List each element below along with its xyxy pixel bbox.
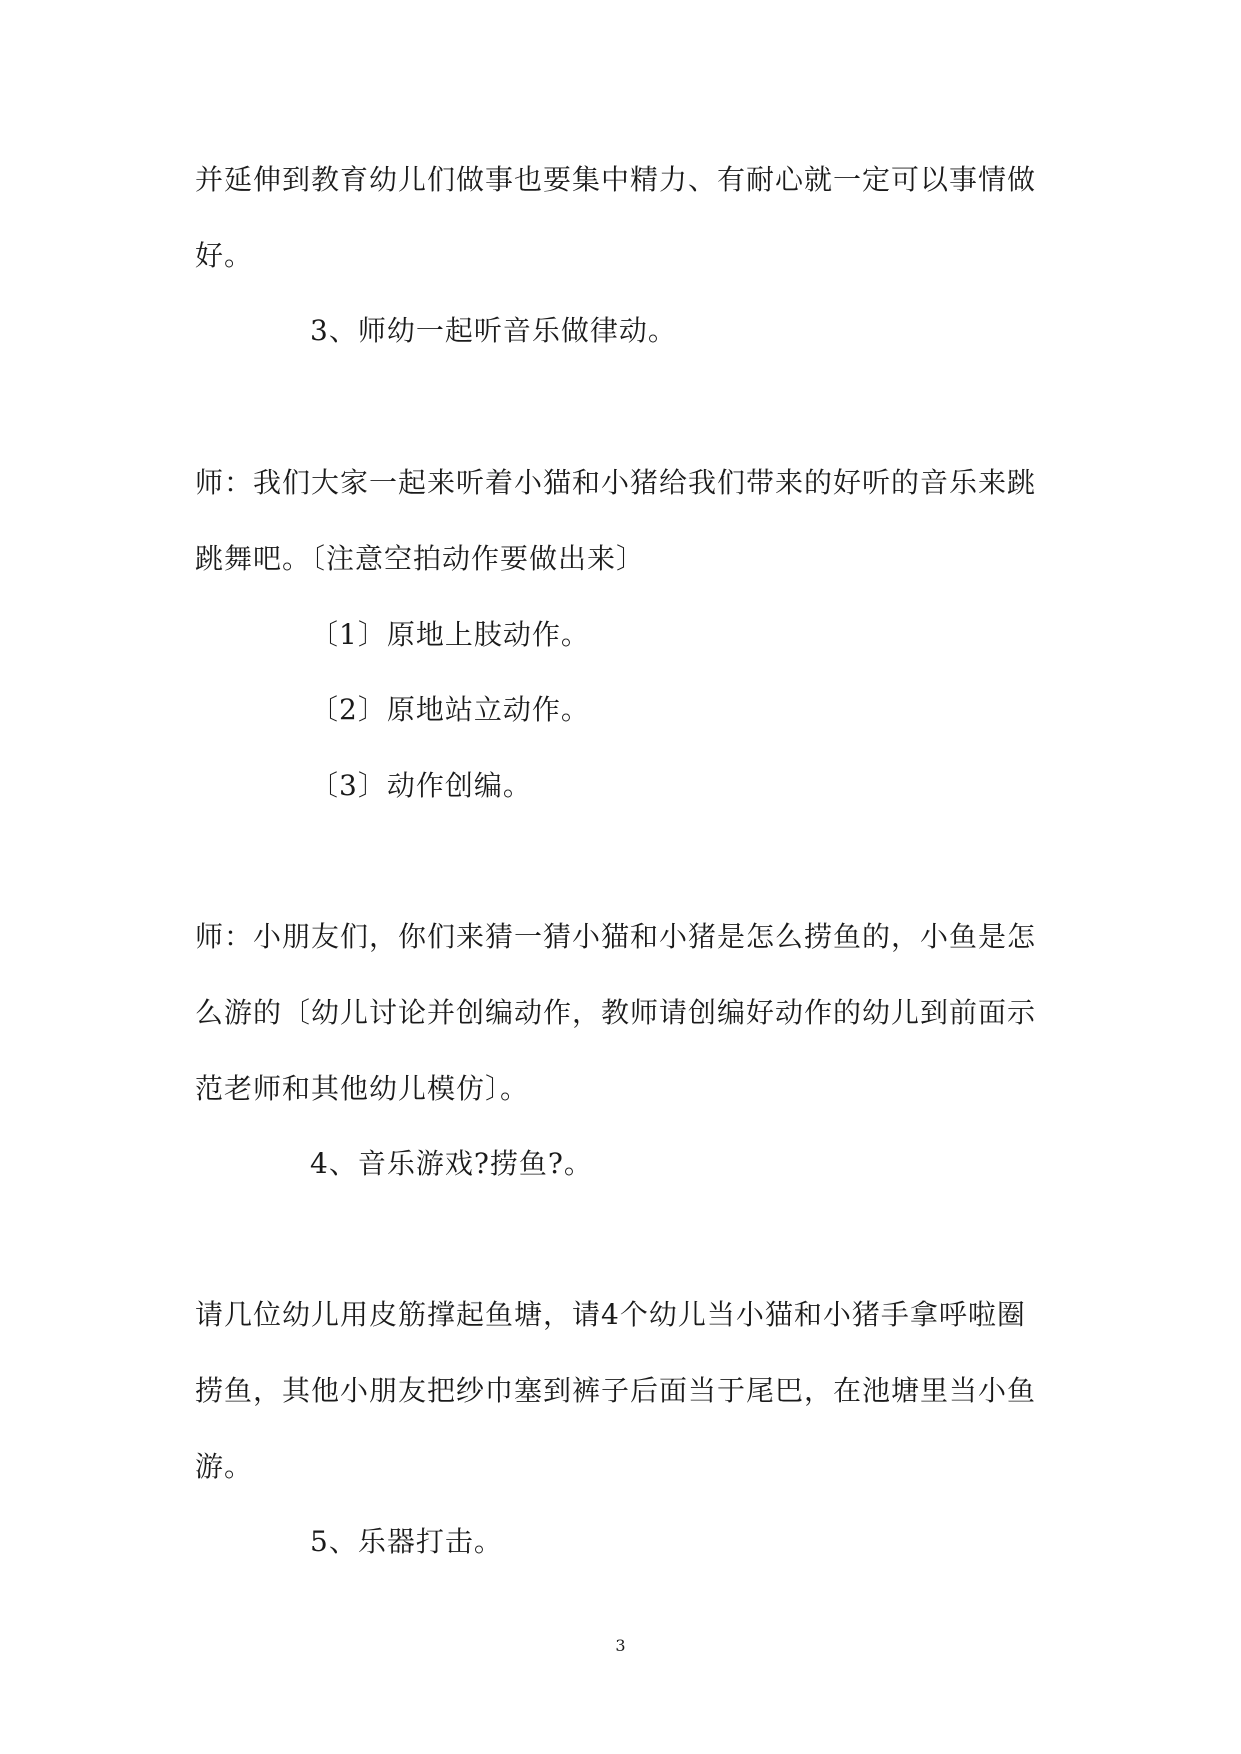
paragraph-line: 跳舞吧。〔注意空拍动作要做出来〕 xyxy=(195,542,646,575)
paragraph-line: 好。 xyxy=(195,239,254,272)
paragraph-line: 师：我们大家一起来听着小猫和小猪给我们带来的好听的音乐来跳 xyxy=(195,466,1037,499)
paragraph-line: 么游的〔幼儿讨论并创编动作，教师请创编好动作的幼儿到前面示 xyxy=(195,996,1037,1029)
paragraph-line: 并延伸到教育幼儿们做事也要集中精力、有耐心就一定可以事情做 xyxy=(195,163,1037,196)
paragraph-line: 游。 xyxy=(195,1450,254,1483)
paragraph-line: 范老师和其他幼儿模仿〕。 xyxy=(195,1072,530,1105)
paragraph-line: 捞鱼，其他小朋友把纱巾塞到裤子后面当于尾巴，在池塘里当小鱼 xyxy=(195,1374,1037,1407)
list-item: 〔3〕动作创编。 xyxy=(310,769,532,802)
page-number: 3 xyxy=(615,1636,626,1655)
paragraph-line: 师：小朋友们，你们来猜一猜小猫和小猪是怎么捞鱼的，小鱼是怎 xyxy=(195,920,1037,953)
section-heading: 5、乐器打击。 xyxy=(310,1525,503,1558)
paragraph-line: 请几位幼儿用皮筋撑起鱼塘，请4个幼儿当小猫和小猪手拿呼啦圈 xyxy=(195,1298,1026,1331)
section-heading: 4、音乐游戏?捞鱼?。 xyxy=(310,1147,593,1180)
list-item: 〔1〕原地上肢动作。 xyxy=(310,618,590,651)
list-item: 〔2〕原地站立动作。 xyxy=(310,693,590,726)
section-heading: 3、师幼一起听音乐做律动。 xyxy=(310,314,677,347)
